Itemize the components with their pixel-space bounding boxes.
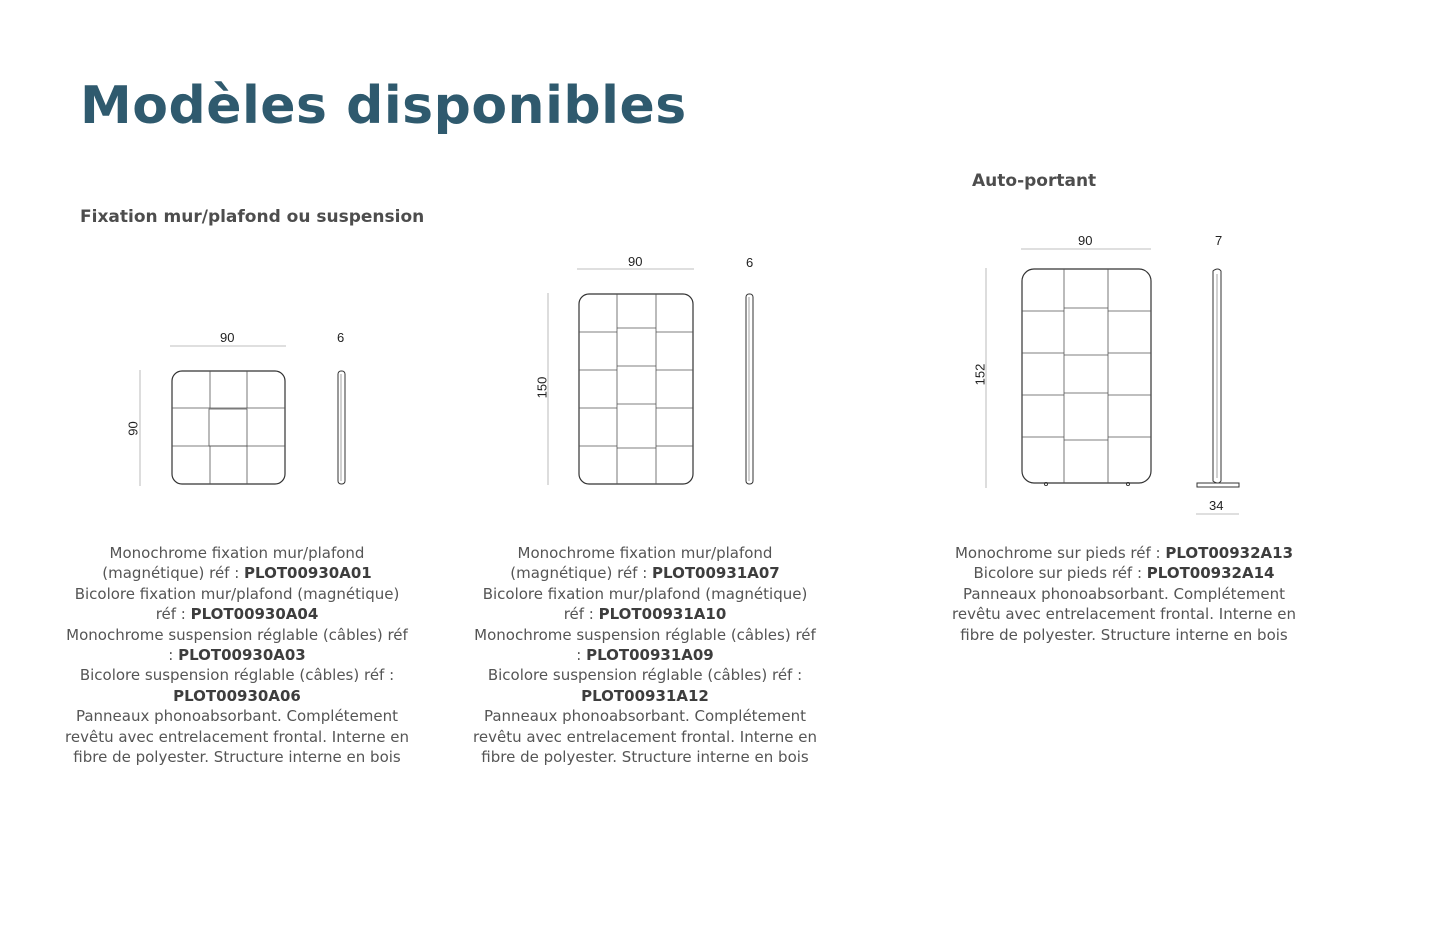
panel-front-outline [579, 294, 693, 484]
model-description-90x90: Monochrome fixation mur/plafond (magnétique) réf : PLOT00930A01 Bicolore fixation mur/plafond (magnétique) réf : PLOT00930A04 Monochrome suspension réglable (câbles) réf : PLOT00930A03 Bicolore suspension réglable (câbles) réf : PLOT00930A06 Panneaux phonoabsorbant. Complétement revêtu avec entrelacement frontal. Interne en fibre de polyester. Structure interne en bois [65, 544, 409, 767]
model-description-freestanding: Monochrome sur pieds réf : PLOT00932A13 Bicolore sur pieds réf : PLOT00932A14 Panneaux phonoabsorbant. Complétement revêtu avec entrelacement frontal. Interne en fibre de polyester. Structure interne en bois [952, 544, 1296, 644]
height-label: 150 [534, 376, 550, 399]
base-label: 34 [1209, 498, 1224, 513]
model-description-90x150: Monochrome fixation mur/plafond (magnétique) réf : PLOT00931A07 Bicolore fixation mur/plafond (magnétique) réf : PLOT00931A10 Monochrome suspension réglable (câbles) réf : PLOT00931A09 Bicolore suspension réglable (câbles) réf : PLOT00931A12 Panneaux phonoabsorbant. Complétement revêtu avec entrelacement frontal. Interne en fibre de polyester. Structure interne en bois [473, 544, 817, 767]
width-label: 90 [628, 254, 643, 269]
width-label: 90 [1078, 233, 1093, 248]
depth-label: 7 [1215, 233, 1223, 248]
page-title: Modèles disponibles [80, 76, 687, 136]
depth-label: 6 [746, 255, 754, 270]
panel-side-outline [338, 371, 345, 484]
panel-side-outline [746, 294, 753, 484]
panel-drawing-freestanding [975, 240, 1255, 520]
depth-label: 6 [337, 330, 345, 345]
width-label: 90 [220, 330, 235, 345]
panel-tiles [172, 371, 285, 484]
stand-base [1197, 483, 1239, 487]
panel-front-outline [172, 371, 285, 484]
height-label: 90 [125, 421, 141, 436]
height-label: 152 [972, 363, 988, 386]
section-heading-wall: Fixation mur/plafond ou suspension [80, 207, 425, 227]
panel-drawing-90x90 [130, 340, 360, 500]
panel-front-outline [1022, 269, 1151, 483]
panel-tiles [1022, 269, 1151, 483]
section-heading-freestanding: Auto-portant [972, 171, 1097, 191]
panel-drawing-90x150 [535, 265, 765, 495]
panel-tiles [579, 294, 693, 484]
